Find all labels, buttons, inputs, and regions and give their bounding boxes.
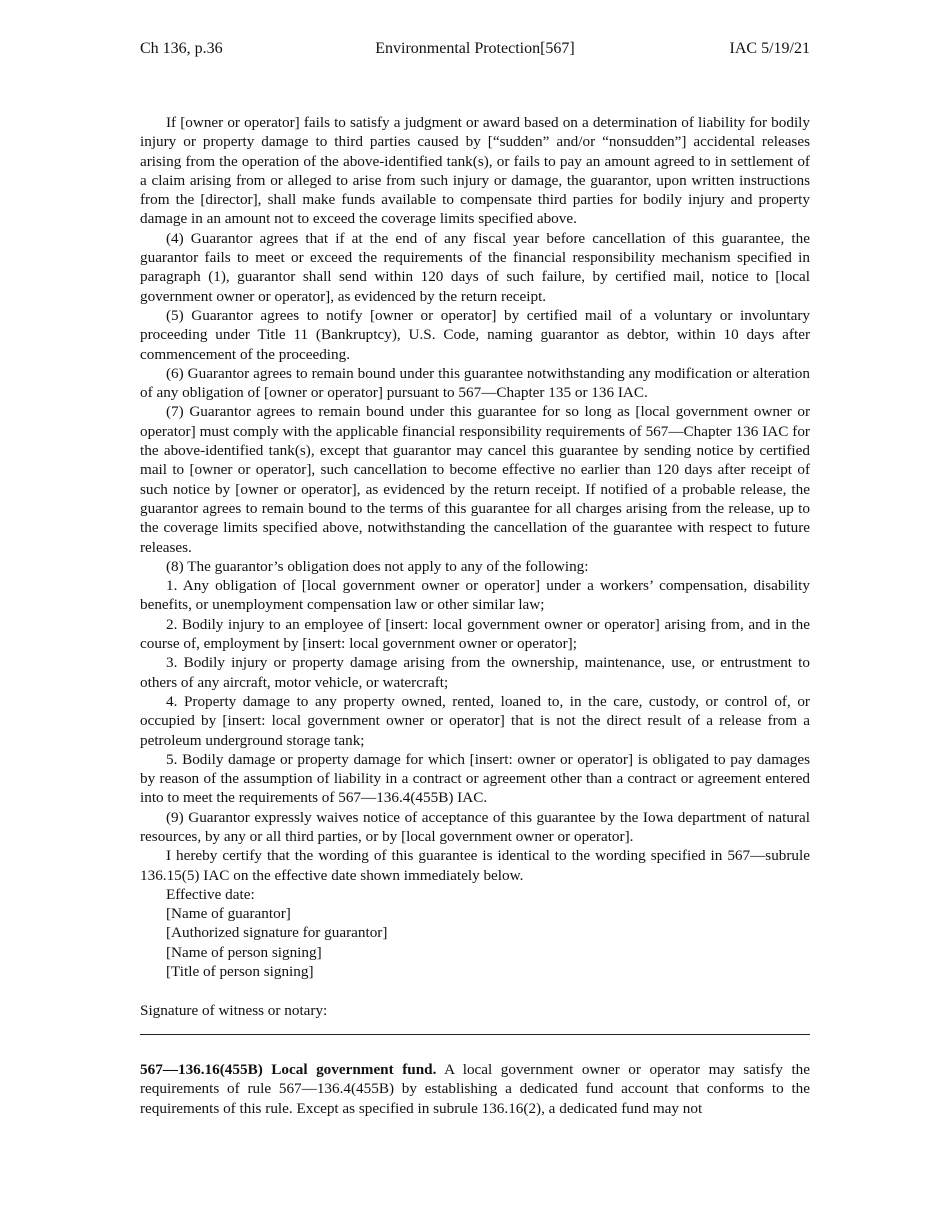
list-item-4: 4. Property damage to any property owned, rented, loaned to, in the care, custody, or control of, or occupied by [insert: local government owner or operator] that is not the direct result of a release from a petroleum underground storage tank; [140, 692, 810, 749]
list-item-3: 3. Bodily injury or property damage arising from the ownership, maintenance, use, or entrustment to others of any aircraft, motor vehicle, or watercraft; [140, 654, 810, 691]
paragraph-8: (8) The guarantor’s obligation does not apply to any of the following: [166, 557, 589, 575]
certification-paragraph: I hereby certify that the wording of this guarantee is identical to the wording specified in 567—subrule 136.15(5) IAC on the effective date shown immediately below. [140, 847, 810, 884]
witness-signature-line: Signature of witness or notary: [140, 1001, 328, 1019]
paragraph-intro: If [owner or operator] fails to satisfy a judgment or award based on a determination of liability for bodily injury or property damage to third parties caused by [“sudden” and/or “nonsudden”] accidental releases arising from the operation of the above-identified tank(s), or fails to pay an amount agreed to in settlement of a claim arising from or alleged to arise from such injury or damage, the guarantor, upon written instructions from the [director], shall make funds available to compensate third parties for bodily injury and property damage in an amount not to exceed the coverage limits specified above. [140, 114, 810, 228]
header-iac-date: IAC 5/19/21 [729, 40, 810, 57]
effective-date-line: Effective date: [166, 885, 255, 903]
rule-heading: 567—136.16(455B) Local government fund. [140, 1060, 437, 1078]
paragraph-7: (7) Guarantor agrees to remain bound under this guarantee for so long as [local government owner or operator] must comply with the applicable financial responsibility requirements of 567—Chapter 136 IAC for the above-identified tank(s), except that guarantor may cancel this guarantee by sending notice by certified mail to [owner or operator], such cancellation to become effective no earlier than 120 days after receipt of such notice by [owner or operator], as evidenced by the return receipt. If notified of a probable release, the guarantor agrees to remain bound to the terms of this guarantee for all charges arising from the release, up to the coverage limits specified above, notwithstanding the cancellation of the guarantee with respect to future releases. [140, 403, 810, 556]
page-header [140, 40, 810, 62]
spacer [140, 981, 810, 1000]
list-item-2: 2. Bodily injury to an employee of [insert: local government owner or operator] arising from, and in the course of, employment by [insert: local government owner or operator]; [140, 615, 810, 653]
list-item-1: 1. Any obligation of [local government owner or operator] under a workers’ compensation, disability benefits, or unemployment compensation law or other similar law; [140, 577, 810, 614]
header-agency-title: Environmental Protection[567] [375, 40, 575, 57]
rule-text: A local government owner or operator may satisfy the requirements of rule 567—136.4(455B) by establishing a dedicated fund account that conforms to the requirements of this rule. Except as specified in subrule 136.16(2), a dedicated fund may not [140, 1060, 810, 1117]
name-of-guarantor-line: [Name of guarantor] [166, 905, 291, 923]
paragraph-9: (9) Guarantor expressly waives notice of acceptance of this guarantee by the Iowa department of natural resources, by any or all third parties, or by [local government owner or operator]. [140, 808, 810, 845]
paragraph-6: (6) Guarantor agrees to remain bound under this guarantee notwithstanding any modification or alteration of any obligation of [owner or operator] pursuant to 567—Chapter 135 or 136 IAC. [140, 364, 810, 402]
paragraph-5: (5) Guarantor agrees to notify [owner or operator] by certified mail of a voluntary or involuntary proceeding under Title 11 (Bankruptcy), U.S. Code, naming guarantor as debtor, within 10 days after commencement of the proceeding. [140, 306, 810, 363]
rule-section-paragraph [140, 1060, 810, 1118]
title-of-person-line: [Title of person signing] [166, 963, 314, 981]
authorized-signature-line: [Authorized signature for guarantor] [166, 924, 388, 942]
spacer [140, 1035, 810, 1060]
document-body [140, 113, 810, 1118]
paragraph-4: (4) Guarantor agrees that if at the end of any fiscal year before cancellation of this guarantee, the guarantor fails to meet or exceed the requirements of the financial responsibility mechanism specified in paragraph (1), guarantor shall send within 120 days of such failure, by certified mail, notice to [local government owner or operator], as evidenced by the return receipt. [140, 229, 810, 305]
name-of-person-line: [Name of person signing] [166, 943, 322, 961]
header-chapter-page: Ch 136, p.36 [140, 40, 223, 57]
list-item-5: 5. Bodily damage or property damage for which [insert: owner or operator] is obligated to pay damages by reason of the assumption of liability in a contract or agreement other than a contract or agreement entered into to meet the requirements of 567—136.4(455B) IAC. [140, 750, 810, 807]
